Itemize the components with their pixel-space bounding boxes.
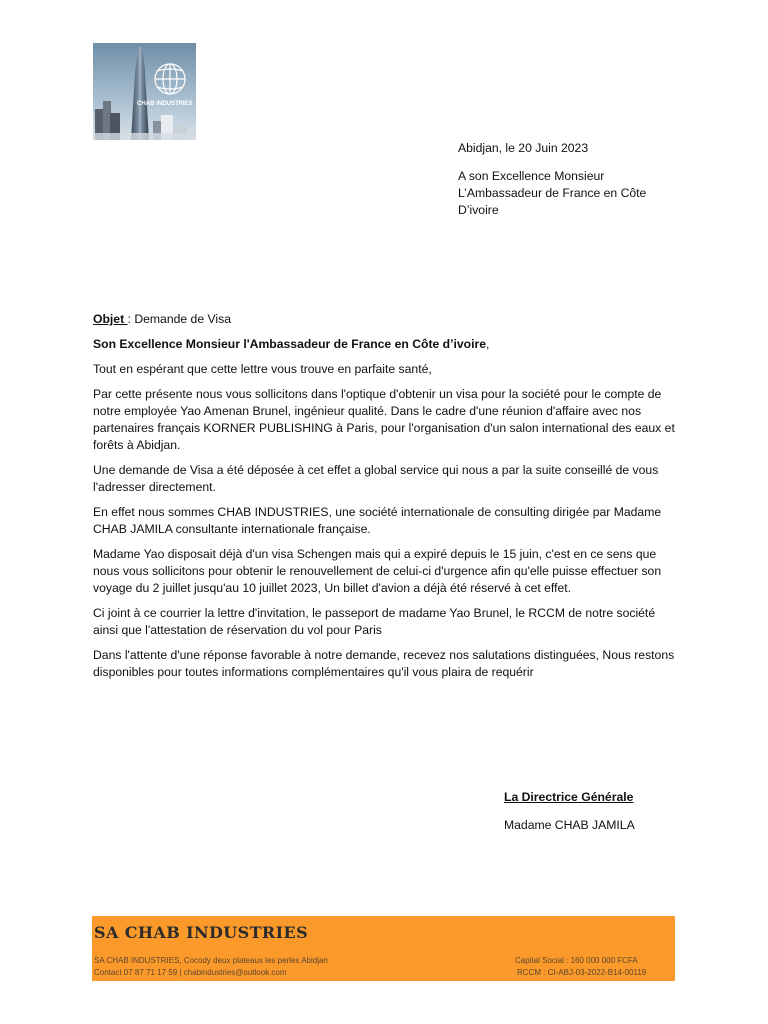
logo-text: CHAB INDUSTRIES bbox=[137, 100, 193, 107]
signature-title: La Directrice Générale bbox=[504, 790, 634, 804]
recipient-line: D’ivoire bbox=[458, 203, 499, 217]
paragraph: En effet nous sommes CHAB INDUSTRIES, une société internationale de consulting dirigée par Madame CHAB JAMILA consultante internationale française. bbox=[93, 505, 662, 536]
paragraph: Par cette présente nous vous sollicitons dans l'optique d'obtenir un visa pour la société pour le compte de notre employée Yao Amenan Brunel, ingénieur qualité. Dans le cadre d'une réunion d'affaire avec nos partenaires français KORNER PUBLISHING à Paris, pour l'organisation d'un salon international des eaux et forêts à Abidjan. bbox=[93, 387, 675, 452]
subject-text: : Demande de Visa bbox=[127, 312, 231, 326]
globe-icon bbox=[155, 64, 185, 94]
paragraph: Dans l'attente d'une réponse favorable à notre demande, recevez nos salutations distinguées, Nous restons disponibles pour toutes informations complémentaires qu'il vous plaira de requérir bbox=[93, 648, 675, 679]
paragraph: Une demande de Visa a été déposée à cet effet a global service qui nous a par la suite conseillé de vous l'adresser directement. bbox=[93, 463, 659, 494]
paragraph: Ci joint à ce courrier la lettre d'invitation, le passeport de madame Yao Brunel, le RCCM de notre société ainsi que l'attestation de réservation du vol pour Paris bbox=[93, 606, 656, 637]
salutation-punct: , bbox=[486, 337, 490, 351]
salutation bbox=[93, 336, 678, 353]
letter-body bbox=[93, 311, 678, 689]
address-block bbox=[458, 140, 688, 219]
signature-block bbox=[504, 789, 704, 834]
signature-name: Madame CHAB JAMILA bbox=[504, 818, 635, 832]
footer-rccm: RCCM : CI-ABJ-03-2022-B14-00119 bbox=[517, 968, 647, 977]
subject-label: Objet bbox=[93, 312, 128, 326]
footer-capital: Capital Social : 160 000 000 FCFA bbox=[515, 956, 638, 965]
place-date: Abidjan, le 20 Juin 2023 bbox=[458, 141, 589, 155]
recipient-line: L’Ambassadeur de France en Côte bbox=[458, 186, 647, 200]
paragraph: Madame Yao disposait déjà d'un visa Schengen mais qui a expiré depuis le 15 juin, c'est en ce sens que nous vous sollicitons pour obtenir le renouvellement de celui-ci d'urgence afin qu'elle puisse effectuer son voyage du 2 juillet jusqu'au 10 juillet 2023, Un billet d'avion a déjà été réservé à cet effet. bbox=[93, 547, 662, 595]
paragraph: Tout en espérant que cette lettre vous trouve en parfaite santé, bbox=[93, 362, 432, 376]
company-logo bbox=[93, 43, 196, 140]
recipient-line: A son Excellence Monsieur bbox=[458, 169, 605, 183]
footer-contact: Contact 07 87 71 17 59 | chabindustries@outlook.com bbox=[94, 968, 287, 977]
letterhead-footer bbox=[92, 916, 675, 981]
salutation-text: Son Excellence Monsieur l'Ambassadeur de France en Côte d’ivoire bbox=[93, 337, 487, 351]
logo-graphic bbox=[93, 43, 196, 140]
subject-line bbox=[93, 311, 678, 328]
footer-company-name: SA CHAB INDUSTRIES bbox=[94, 923, 309, 942]
footer-address: SA CHAB INDUSTRIES, Cocody deux plateaux les perles Abidjan bbox=[94, 956, 328, 965]
